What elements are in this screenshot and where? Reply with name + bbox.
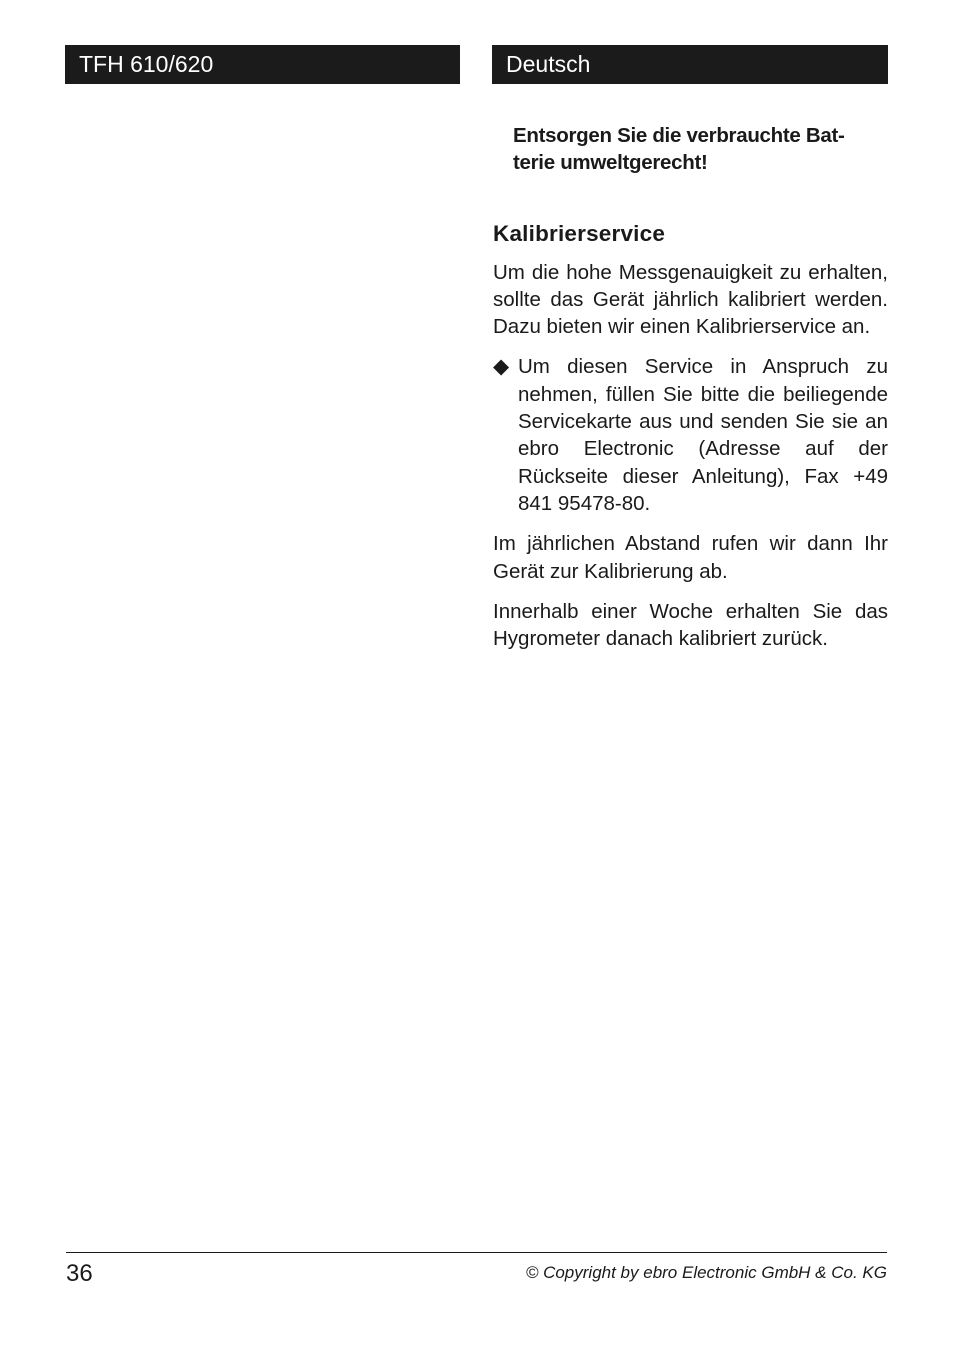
notice-line-1: Entsorgen Sie die verbrauchte Bat-	[513, 124, 845, 147]
section-title: Kalibrierservice	[493, 220, 666, 246]
bullet-text: Um diesen Service in Anspruch zu nehmen, füllen Sie bitte die beiliegende Servicekarte aus und senden Sie sie an ebro Electronic (Adresse auf der Rückseite dieser Anleitung), Fax +49 841 95478-80.	[518, 355, 888, 515]
header-right-bar	[492, 45, 888, 84]
intro-paragraph: Um die hohe Messgenauigkeit zu erhalten, sollte das Gerät jährlich kalibriert werden. Dazu bieten wir einen Kalibrierservice an.	[493, 260, 888, 339]
language-label: Deutsch	[506, 51, 591, 77]
notice-line-2: terie umweltgerecht!	[513, 151, 708, 175]
header-left-bar	[65, 45, 460, 84]
page-number: 36	[66, 1260, 93, 1287]
paragraph-return: Innerhalb einer Woche erhalten Sie das Hygrometer danach kalibriert zurück.	[493, 599, 888, 651]
copyright-notice: © Copyright by ebro Electronic GmbH & Co. KG	[525, 1263, 887, 1282]
diamond-bullet-icon: ◆	[493, 355, 510, 379]
footer-divider	[66, 1252, 887, 1253]
paragraph-annual-pickup: Im jährlichen Abstand rufen wir dann Ihr Gerät zur Kalibrierung ab.	[493, 532, 888, 583]
disposal-notice	[493, 122, 888, 177]
bullet-item	[493, 353, 888, 517]
main-content	[493, 122, 888, 665]
document-title: TFH 610/620	[79, 51, 214, 77]
